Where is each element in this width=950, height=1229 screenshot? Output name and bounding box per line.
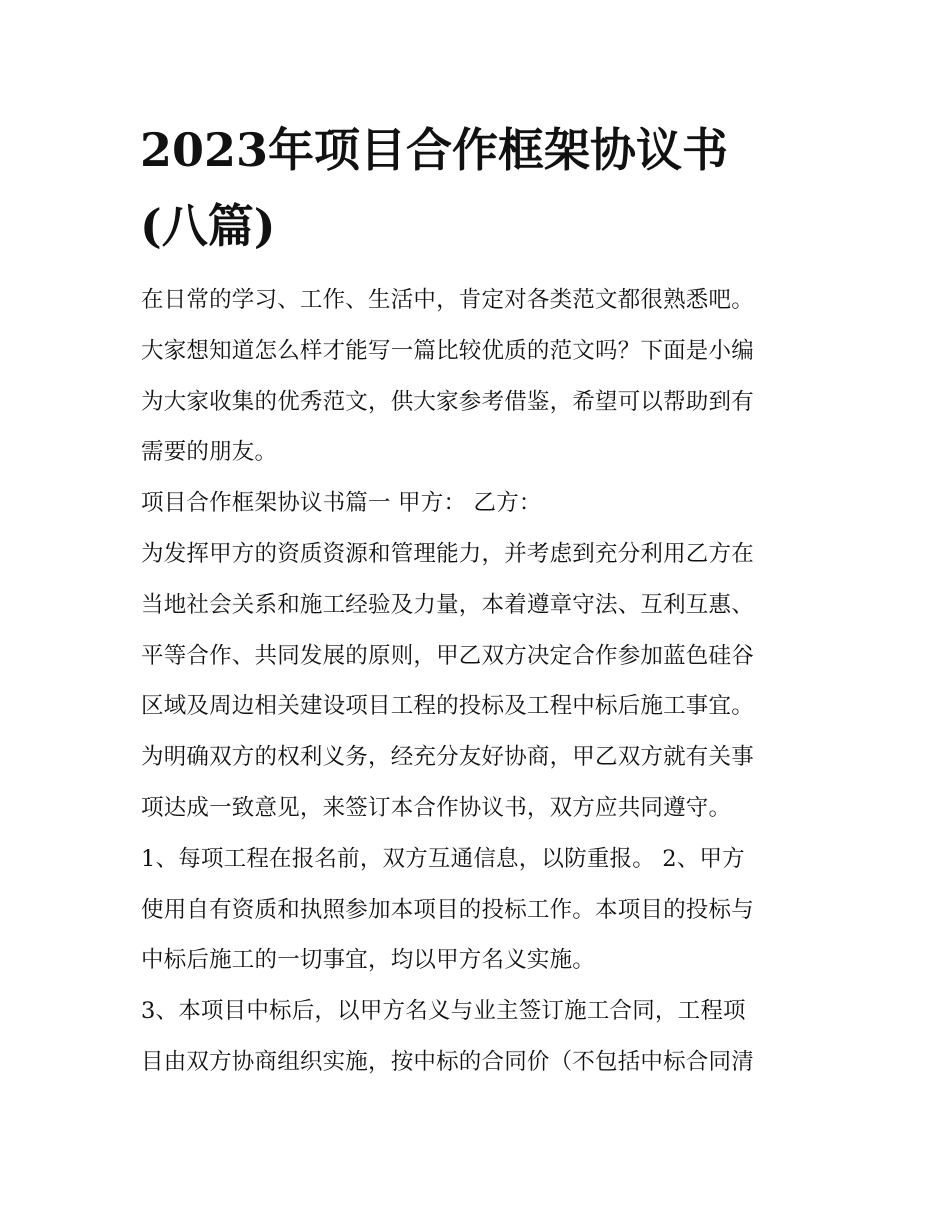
title-line-2: (八篇) — [140, 199, 276, 253]
body-line: 在日常的学习、工作、生活中，肯定对各类范文都很熟悉吧。 — [141, 287, 754, 313]
section-heading-line: 项目合作框架协议书篇一 甲方： 乙方： — [141, 490, 542, 517]
body-line: 为大家收集的优秀范文，供大家参考借鉴，希望可以帮助到有 — [141, 388, 754, 415]
body-line: 需要的朋友。 — [141, 439, 278, 466]
document-body — [141, 275, 831, 1088]
title-line-1: 2023年项目合作框架协议书 — [140, 123, 729, 177]
clause-line: 目由双方协商组织实施，按中标的合同价（不包括中标合同清 — [141, 1048, 754, 1075]
body-line: 区域及周边相关建设项目工程的投标及工程中标后施工事宜。 — [141, 693, 754, 720]
body-line: 平等合作、共同发展的原则，甲乙双方决定合作参加蓝色硅谷 — [141, 642, 754, 669]
body-line: 当地社会关系和施工经验及力量，本着遵章守法、互利互惠、 — [141, 591, 754, 618]
body-line: 为明确双方的权利义务，经充分友好协商，甲乙双方就有关事 — [141, 744, 754, 771]
body-line: 为发挥甲方的资质资源和管理能力，并考虑到充分利用乙方在 — [141, 540, 754, 567]
clause-line: 3、本项目中标后，以甲方名义与业主签订施工合同，工程项 — [141, 998, 746, 1025]
body-line: 项达成一致意见，来签订本合作协议书，双方应共同遵守。 — [141, 794, 732, 821]
clause-line: 中标后施工的一切事宜，均以甲方名义实施。 — [141, 947, 596, 974]
clause-line: 1、每项工程在报名前，双方互通信息，以防重报。 2、甲方 — [141, 845, 745, 872]
document-title — [140, 112, 840, 264]
body-line: 大家想知道怎么样才能写一篇比较优质的范文吗？下面是小编 — [141, 337, 754, 364]
clause-line: 使用自有资质和执照参加本项目的投标工作。本项目的投标与 — [141, 896, 754, 923]
